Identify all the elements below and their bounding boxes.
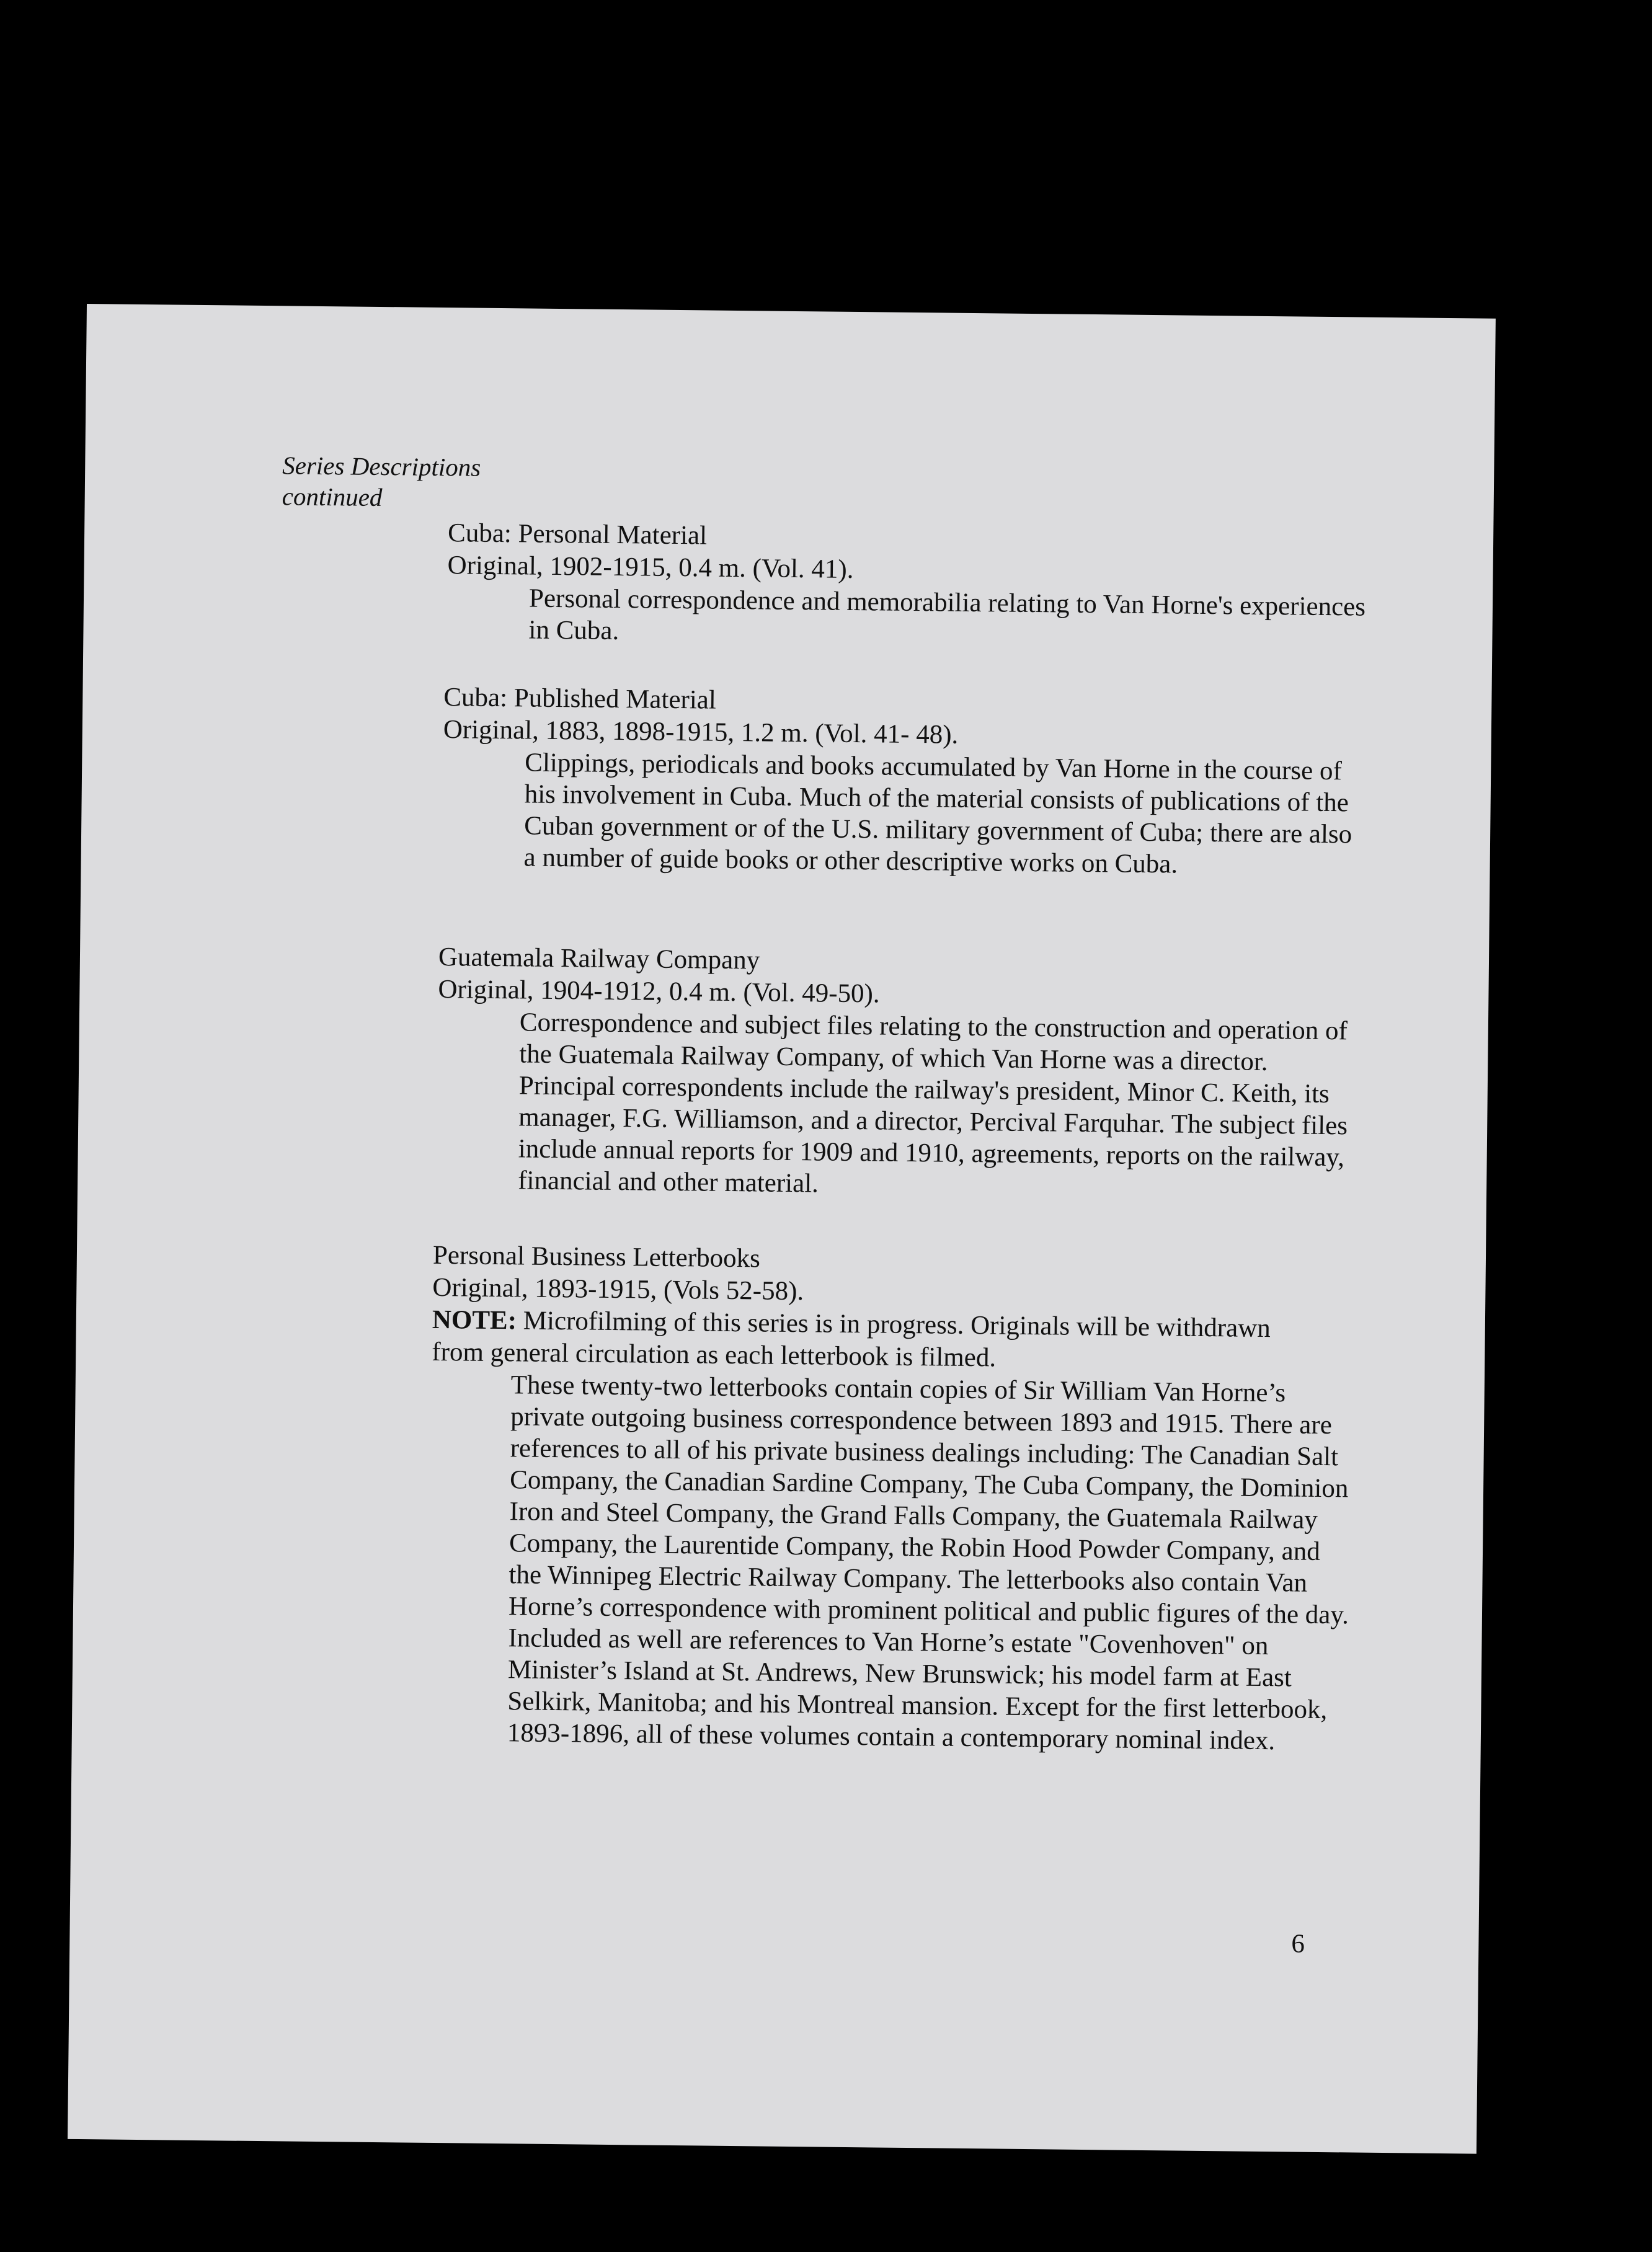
entry-description: Correspondence and subject files relating to the construction and operation of the Guatemala Railway Company, of which Van Horne was a director. Principal correspondents include the railway's president, Minor C. Keith, its manager, F.G. Williamson, and a director, Percival Farquhar. The subject files include annual reports for 1909 and 1910, agreements, reports on the railway, financial and other material.: [517, 1008, 1348, 1199]
entry-note: [432, 1304, 1300, 1378]
entry-description: Clippings, periodicals and books accumulated by Van Horne in the course of his involvement in Cuba. Much of the material consists of publications of the Cuban government or of the U.S. military government of Cuba; there are also a number of guide books or other descriptive works on Cuba.: [523, 748, 1352, 879]
entry-cuba-personal: [446, 517, 1373, 655]
entry-guatemala-railway: [436, 941, 1364, 1205]
entry-extent: Original, 1904-1912, 0.4 m. (Vol. 49-50).: [438, 974, 880, 1009]
series-header-continued: continued: [282, 482, 383, 512]
entry-title: Guatemala Railway Company: [438, 942, 760, 975]
entry-description: Personal correspondence and memorabilia relating to Van Horne's experiences in Cuba.: [528, 583, 1366, 646]
note-text: Microfilming of this series is in progress. Originals will be withdrawn from general circulation as each letterbook is filmed.: [432, 1306, 1271, 1373]
note-label: NOTE:: [432, 1305, 517, 1336]
entry-title: Cuba: Personal Material: [447, 518, 708, 551]
entry-extent: Original, 1902-1915, 0.4 m. (Vol. 41).: [447, 551, 854, 584]
entry-cuba-published: [442, 681, 1369, 882]
entry-extent: Original, 1893-1915, (Vols 52-58).: [432, 1272, 804, 1306]
entry-title: Personal Business Letterbooks: [432, 1240, 761, 1274]
series-header-title: Series Descriptions: [282, 451, 481, 482]
entry-extent: Original, 1883, 1898-1915, 1.2 m. (Vol. 41- 48).: [443, 715, 959, 750]
entry-personal-letterbooks: [428, 1239, 1356, 1758]
series-header: [282, 450, 481, 513]
page-number: 6: [1291, 1929, 1305, 1959]
entry-description: These twenty-two letterbooks contain copies of Sir William Van Horne’s private outgoing business correspondence between 1893 and 1915. There are references to all of his private business dealings including: The Canadian Salt Company, the Canadian Sardine Company, The Cuba Company, the Dominion Iron and Steel Company, the Grand Falls Company, the Guatemala Railway Company, the Laurentide Company, the Robin Hood Powder Company, and the Winnipeg Electric Railway Company. The letterbooks also contain Van Horne’s correspondence with prominent political and public figures of the day. Included as well are references to Van Horne’s estate "Covenhoven" on Minister’s Island at St. Andrews, New Brunswick; his model farm at East Selkirk, Manitoba; and his Montreal mansion. Except for the first letterbook, 1893-1896, all of these volumes contain a contemporary nominal index.: [507, 1370, 1349, 1756]
entry-title: Cuba: Published Material: [443, 683, 717, 715]
document-page: [68, 304, 1496, 2154]
